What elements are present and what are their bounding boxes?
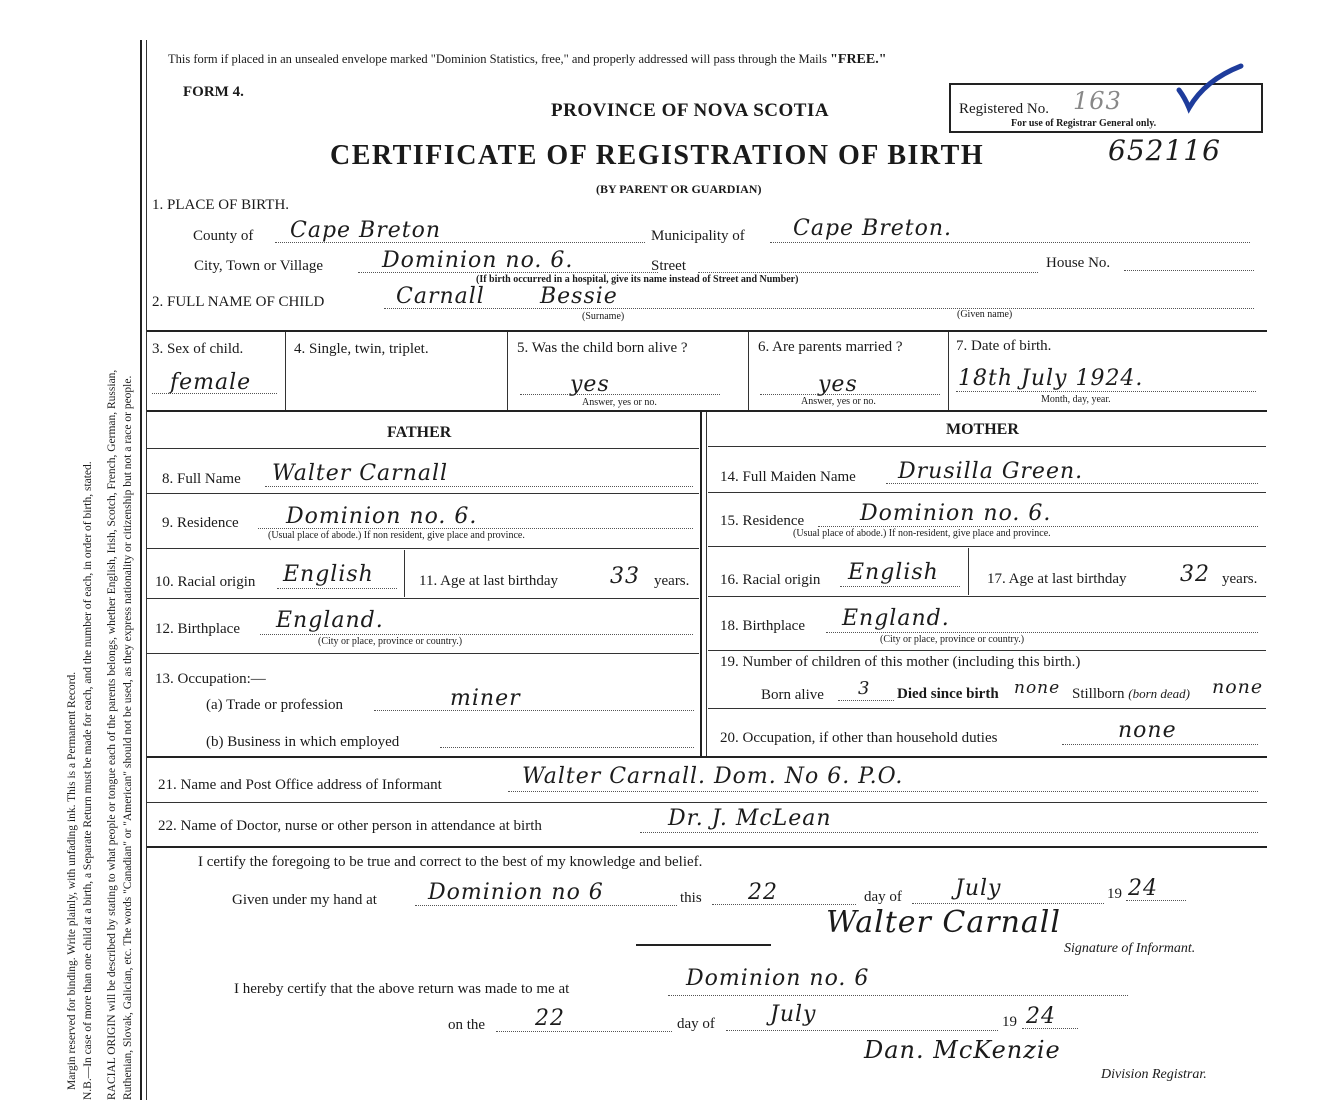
mother-residence-value: Dominion no. 6.	[860, 501, 1052, 526]
born-alive-count-value: 3	[858, 678, 871, 699]
margin-note-multiple-births: N.B.—In case of more than one child at a birth, a Separate Return must be made for each, and the number of each, in order of birth, stated.	[82, 461, 94, 1100]
mother-racial-value: English	[848, 560, 939, 585]
margin-rule	[140, 40, 142, 1100]
parents-married-question: 6. Are parents married ?	[758, 339, 903, 355]
rule-16	[708, 596, 1266, 597]
date-of-birth-value: 18th July 1924.	[958, 366, 1144, 391]
father-age-label: 11. Age at last birthday	[419, 573, 558, 589]
given-month-value: July	[955, 876, 1002, 901]
registrar-month-line	[726, 1030, 998, 1031]
given-name-caption: (Given name)	[957, 309, 1013, 320]
rule-10-11	[404, 550, 405, 597]
child-name-line	[384, 308, 1254, 309]
mother-occupation-value: none	[1118, 718, 1177, 743]
father-racial-line	[277, 588, 397, 589]
surname-caption: (Surname)	[582, 311, 625, 322]
father-residence-caption: (Usual place of abode.) If non resident, give place and province.	[268, 530, 525, 541]
registrar-signature-caption: Division Registrar.	[1101, 1067, 1207, 1082]
born-alive-count-line	[838, 700, 894, 701]
business-line	[440, 747, 694, 748]
plurality-label: 4. Single, twin, triplet.	[294, 341, 429, 357]
given-month-line	[912, 903, 1104, 904]
certificate-title: CERTIFICATE OF REGISTRATION OF BIRTH	[330, 140, 985, 171]
rule-8	[147, 493, 699, 494]
margin-note-nationality: Ruthenian, Slovak, Galician, etc. The words "Canadian" or "American" should not be used, as they express nationality or citizenship but not a race or people.	[122, 375, 134, 1100]
given-under-hand-label: Given under my hand at	[232, 892, 377, 908]
born-alive-count-label: Born alive	[761, 687, 824, 703]
father-birthplace-line	[260, 634, 693, 635]
trade-label: (a) Trade or profession	[206, 697, 344, 713]
street-label: Street	[651, 258, 686, 274]
stillborn-note: (born dead)	[1128, 686, 1191, 701]
stillborn-value: none	[1212, 676, 1264, 698]
rule-col-6	[948, 332, 949, 410]
born-alive-line	[520, 394, 720, 395]
father-heading: FATHER	[387, 424, 452, 441]
sex-label: 3. Sex of child.	[152, 341, 244, 357]
rule-parents-divider-2	[706, 412, 707, 756]
father-racial-label: 10. Racial origin	[155, 574, 256, 590]
mother-birthplace-line	[826, 632, 1258, 633]
given-day-value: 22	[748, 880, 778, 905]
rule-22-bottom	[147, 846, 1267, 848]
mother-age-label: 17. Age at last birthday	[987, 571, 1127, 587]
father-years-label: years.	[654, 573, 690, 589]
date-of-birth-label: 7. Date of birth.	[956, 338, 1052, 354]
street-line	[698, 272, 1038, 273]
doctor-value: Dr. J. McLean	[668, 806, 832, 831]
doctor-label: 22. Name of Doctor, nurse or other person in attendance at birth	[158, 818, 542, 834]
rule-col-5	[748, 332, 749, 410]
mother-birthplace-value: England.	[842, 606, 950, 631]
born-alive-question: 5. Was the child born alive ?	[517, 340, 688, 356]
rule-19	[708, 708, 1266, 709]
house-no-label: House No.	[1046, 255, 1111, 271]
hospital-note: (If birth occurred in a hospital, give its name instead of Street and Number)	[476, 274, 799, 285]
given-day-of-label: day of	[864, 889, 902, 905]
city-value: Dominion no. 6.	[382, 248, 574, 273]
born-alive-value: yes	[570, 372, 610, 397]
county-label: County of	[193, 228, 254, 244]
mother-occupation-label: 20. Occupation, if other than household duties	[720, 730, 998, 746]
trade-value: miner	[450, 686, 521, 711]
certificate-number: 652116	[1108, 134, 1221, 167]
child-given-value: Bessie	[540, 284, 618, 309]
mail-notice: This form if placed in an unsealed envelope marked "Dominion Statistics, free," and properly addressed will pass through the Mails "FREE."	[168, 52, 887, 67]
parents-married-line	[760, 394, 940, 395]
father-racial-value: English	[283, 562, 374, 587]
mother-years-label: years.	[1222, 571, 1258, 587]
rule-12	[147, 653, 699, 654]
rule-col-3	[285, 332, 286, 410]
registrar-month-value: July	[770, 1002, 817, 1027]
born-alive-caption: Answer, yes or no.	[582, 397, 657, 408]
father-birthplace-label: 12. Birthplace	[155, 621, 240, 637]
informant-signature: Walter Carnall	[826, 905, 1061, 940]
rule-14	[708, 492, 1266, 493]
rule-row-3-top	[147, 330, 1267, 332]
died-since-birth-value: none	[1014, 678, 1061, 698]
children-count-label: 19. Number of children of this mother (including this birth.)	[720, 654, 1081, 670]
registered-no-label: Registered No.	[959, 101, 1049, 117]
city-label: City, Town or Village	[194, 258, 324, 274]
died-since-birth-label: Died since birth	[897, 686, 999, 702]
mother-age-value: 32	[1180, 562, 1210, 587]
registrar-year-suffix: 24	[1026, 1004, 1056, 1029]
rule-col-4	[507, 332, 508, 410]
mother-birthplace-label: 18. Birthplace	[720, 618, 805, 634]
province-title: PROVINCE OF NOVA SCOTIA	[551, 100, 830, 121]
father-name-line	[265, 486, 693, 487]
registrar-statement: I hereby certify that the above return was made to me at	[234, 981, 570, 997]
certification-statement: I certify the foregoing to be true and correct to the best of my knowledge and belief.	[198, 854, 703, 870]
father-birthplace-value: England.	[276, 608, 384, 633]
mother-name-value: Drusilla Green.	[898, 459, 1084, 484]
registrar-place-line	[668, 995, 1128, 996]
occupation-label: 13. Occupation:—	[155, 671, 266, 687]
child-surname-value: Carnall	[396, 284, 485, 309]
registrar-year-line	[1022, 1028, 1078, 1029]
form-number: FORM 4.	[183, 84, 244, 100]
date-of-birth-caption: Month, day, year.	[1041, 394, 1111, 405]
mother-racial-line	[840, 586, 960, 587]
informant-signature-caption: Signature of Informant.	[1064, 941, 1196, 956]
informant-label: 21. Name and Post Office address of Informant	[158, 777, 442, 793]
rule-15	[708, 546, 1266, 547]
mother-heading: MOTHER	[946, 421, 1019, 438]
registered-no-value: 163	[1073, 87, 1122, 115]
house-no-line	[1124, 270, 1254, 271]
father-name-label: 8. Full Name	[162, 471, 241, 487]
registrar-year-prefix: 19	[1002, 1014, 1017, 1030]
mother-occupation-line	[1062, 744, 1258, 745]
rule-18	[708, 650, 1266, 651]
checkmark-icon	[1175, 60, 1245, 115]
registrar-day-line	[496, 1031, 672, 1032]
rule-21-bottom	[147, 802, 1267, 803]
registrar-place-value: Dominion no. 6	[686, 966, 870, 991]
registrar-signature: Dan. McKenzie	[864, 1036, 1061, 1064]
mother-birthplace-caption: (City or place, province or country.)	[880, 634, 1025, 645]
informant-line	[508, 791, 1258, 792]
stillborn-label	[1072, 686, 1190, 703]
given-year-suffix: 24	[1128, 876, 1158, 901]
father-name-value: Walter Carnall	[272, 461, 449, 486]
rule-parents-divider	[700, 412, 702, 756]
father-birthplace-caption: (City or place, province or country.)	[318, 636, 463, 647]
rule-heading-bottom-right	[708, 446, 1266, 447]
mother-name-label: 14. Full Maiden Name	[720, 469, 856, 485]
registrar-day-value: 22	[535, 1006, 565, 1031]
signature-rule-left	[636, 944, 771, 946]
certificate-subtitle: (BY PARENT OR GUARDIAN)	[596, 182, 762, 196]
registrar-general-note: For use of Registrar General only.	[1011, 118, 1157, 129]
trade-line	[374, 710, 694, 711]
date-of-birth-line	[956, 391, 1256, 392]
municipality-value: Cape Breton.	[793, 216, 952, 241]
registrar-day-of-label: day of	[677, 1016, 715, 1032]
this-label: this	[680, 890, 702, 906]
stillborn-label-text: Stillborn	[1072, 686, 1125, 702]
margin-note-binding: Margin reserved for binding. Write plainly, with unfading ink. This is a Permanent Record.	[66, 671, 78, 1090]
county-value: Cape Breton	[290, 218, 442, 243]
municipality-line	[770, 242, 1250, 243]
given-year-prefix: 19	[1107, 886, 1122, 902]
father-residence-label: 9. Residence	[162, 515, 239, 531]
place-of-birth-heading: 1. PLACE OF BIRTH.	[152, 197, 290, 213]
rule-21-top	[147, 756, 1267, 758]
rule-10	[147, 598, 699, 599]
given-year-line	[1126, 900, 1186, 901]
margin-rule-inner	[146, 40, 147, 1100]
parents-married-value: yes	[818, 372, 858, 397]
mother-residence-label: 15. Residence	[720, 513, 805, 529]
rule-16-17	[968, 548, 969, 595]
mother-racial-label: 16. Racial origin	[720, 572, 821, 588]
mother-residence-caption: (Usual place of abode.) If non-resident, give place and province.	[793, 528, 1051, 539]
parents-married-caption: Answer, yes or no.	[801, 396, 876, 407]
mother-residence-line	[818, 526, 1258, 527]
child-name-label: 2. FULL NAME OF CHILD	[152, 294, 325, 310]
father-age-value: 33	[610, 564, 640, 589]
on-the-label: on the	[448, 1017, 486, 1033]
sex-value: female	[170, 370, 252, 395]
doctor-line	[640, 832, 1258, 833]
rule-heading-bottom-left	[147, 448, 699, 449]
given-place-value: Dominion no 6	[428, 880, 604, 905]
father-residence-value: Dominion no. 6.	[286, 504, 478, 529]
municipality-label: Municipality of	[651, 228, 745, 244]
business-label: (b) Business in which employed	[206, 734, 400, 750]
informant-value: Walter Carnall. Dom. No 6. P.O.	[522, 764, 904, 789]
rule-9	[147, 548, 699, 549]
margin-note-racial-origin: RACIAL ORIGIN will be described by stating to what people or tongue each of the parents belongs, whether English, Irish, Scotch, French, German, Russian,	[106, 369, 118, 1100]
given-place-line	[415, 905, 677, 906]
rule-parents-top	[147, 410, 1267, 412]
